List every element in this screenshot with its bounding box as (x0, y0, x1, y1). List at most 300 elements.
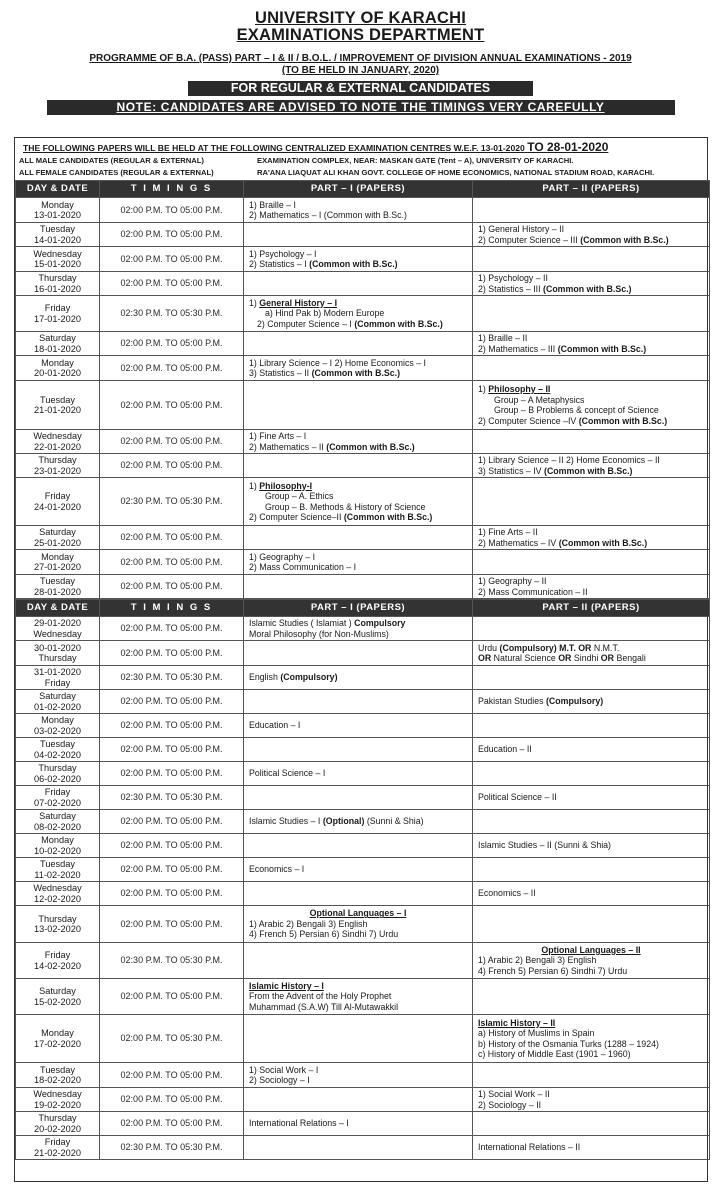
part2-cell (473, 906, 710, 943)
paper: 1) Geography – II (478, 576, 547, 586)
time-cell: 02:30 P.M. TO 05:30 P.M. (100, 943, 244, 979)
date: 18-01-2020 (34, 343, 81, 354)
day: Monday (41, 357, 74, 368)
time-cell: 02:00 P.M. TO 05:00 P.M. (100, 834, 244, 858)
paper-note: (Common with B.Sc.) (543, 283, 632, 294)
date: 03-02-2020 (34, 725, 81, 736)
centre-male (15, 155, 707, 166)
paper: 1) General History – II (478, 224, 565, 234)
paper-sub: Group – B. Methods & History of Science (265, 501, 426, 512)
table-row (16, 641, 710, 666)
date: 29-01-2020 (34, 618, 81, 628)
part1-cell (244, 356, 473, 381)
table-row (16, 1136, 710, 1160)
paper-note: (Compulsory) M.T. OR (499, 642, 592, 653)
paper: 1) Braille – I (249, 199, 296, 210)
paper (249, 481, 467, 492)
paper-title: Bengali (616, 653, 646, 663)
paper-options: 4) French 5) Persian 6) Sindhi 7) Urdu (478, 965, 628, 976)
part1-cell (244, 979, 473, 1015)
time-cell: 02:00 P.M. TO 05:00 P.M. (100, 332, 244, 356)
paper-group-title (478, 1018, 704, 1029)
day: Monday (41, 1028, 74, 1038)
date-cell (16, 430, 100, 454)
paper-note: (Common with B.Sc.) (343, 512, 433, 522)
day: Friday (44, 787, 71, 797)
table-row (16, 834, 710, 858)
time-cell: 02:00 P.M. TO 05:00 P.M. (100, 882, 244, 906)
paper-group-title (249, 908, 467, 919)
paper-note: (Common with B.Sc.) (557, 343, 647, 354)
paper: 2) Mathematics – I (Common with B.Sc.) (249, 210, 407, 220)
candidates-banner: FOR REGULAR & EXTERNAL CANDIDATES (188, 81, 533, 96)
paper-title: General History – I (259, 297, 338, 308)
day: Wednesday (33, 1089, 82, 1099)
part1-cell (244, 810, 473, 834)
paper-sub: b) History of the Osmania Turks (1288 – 1924) (478, 1038, 659, 1049)
paper: 1) Library Science – II 2) Home Economics – II (478, 455, 660, 465)
date: 04-02-2020 (34, 749, 81, 760)
day: Wednesday (33, 628, 82, 639)
day: Wednesday (33, 431, 82, 441)
part2-cell (473, 272, 710, 296)
part1-cell (244, 1088, 473, 1112)
part2-cell: Education – II (473, 738, 710, 762)
document-header (0, 10, 721, 115)
paper-title: 2) Mathematics – III (478, 343, 556, 354)
paper-title: Optional Languages – II (541, 944, 641, 955)
date: 24-01-2020 (34, 501, 81, 512)
part2-cell (473, 526, 710, 550)
timing-note-banner: NOTE: CANDIDATES ARE ADVISED TO NOTE THE TIMINGS VERY CAREFULLY (47, 100, 675, 115)
time-cell: 02:00 P.M. TO 05:00 P.M. (100, 690, 244, 714)
paper: 1) Psychology – II (478, 273, 548, 283)
time-cell: 02:00 P.M. TO 05:00 P.M. (100, 550, 244, 575)
paper: 2) Sociology – II (478, 1099, 542, 1110)
day: Thursday (38, 1113, 77, 1123)
table-row (16, 882, 710, 906)
date: 17-02-2020 (34, 1038, 81, 1049)
date: 23-01-2020 (34, 465, 81, 476)
col-part2: PART – II (PAPERS) (473, 181, 710, 198)
paper-title: Optional Languages – I (309, 908, 407, 919)
part1-cell (244, 575, 473, 599)
paper (478, 653, 704, 664)
table-row (16, 332, 710, 356)
paper-title: 2) Computer Science – I (257, 318, 352, 329)
date: 12-02-2020 (34, 893, 81, 904)
paper-note: (Optional) (322, 816, 365, 827)
part2-cell: Political Science – II (473, 786, 710, 810)
day: Friday (44, 491, 71, 501)
day: Thursday (38, 273, 77, 283)
paper-title: Islamic Studies ( Islamiat ) (249, 618, 352, 628)
paper-title: Islamic History – II (478, 1017, 556, 1028)
paper-num: 1) (249, 297, 257, 308)
date-cell (16, 666, 100, 690)
part1-cell (244, 786, 473, 810)
date-cell (16, 296, 100, 332)
date: 17-01-2020 (34, 313, 81, 324)
table-row (16, 550, 710, 575)
date: 25-01-2020 (34, 537, 81, 548)
date-cell (16, 356, 100, 381)
paper-note: (Common with B.Sc.) (558, 537, 648, 548)
part2-cell (473, 1063, 710, 1088)
date-cell (16, 381, 100, 430)
date-cell (16, 550, 100, 575)
date-cell (16, 247, 100, 272)
paper: 2) Mass Communication – II (478, 586, 588, 597)
day: Wednesday (33, 248, 82, 259)
date: 31-01-2020 (34, 667, 81, 677)
paper-title: Sindhi (573, 653, 599, 663)
date-cell (16, 526, 100, 550)
paper (249, 442, 467, 453)
table-row (16, 714, 710, 738)
part1-cell (244, 1063, 473, 1088)
paper (249, 259, 467, 270)
part1-cell: International Relations – I (244, 1112, 473, 1136)
paper: 2) Mass Communication – I (249, 562, 357, 572)
day: Thursday (38, 653, 77, 663)
date: 15-02-2020 (34, 996, 81, 1007)
table-row (16, 666, 710, 690)
table-row (16, 454, 710, 478)
paper-sub: Muhammad (S.A.W) Till Al-Mutawakkil (249, 1001, 399, 1012)
paper-note: (Compulsory) (280, 672, 338, 683)
held-subtitle: (TO BE HELD IN JANUARY, 2020) (281, 65, 440, 76)
part1-cell (244, 666, 473, 690)
paper-title: English (249, 672, 278, 683)
table-header (16, 600, 710, 617)
part2-cell (473, 617, 710, 641)
date: 21-02-2020 (34, 1147, 81, 1158)
date: 14-01-2020 (34, 234, 81, 245)
date: 16-01-2020 (34, 283, 81, 294)
programme-title: PROGRAMME OF B.A. (PASS) PART – I & II / B.O.L. / IMPROVEMENT OF DIVISION ANNUAL EXAMINATIONS - 2019 (89, 53, 632, 64)
paper-num: 1) (478, 384, 486, 394)
part1-cell: Political Science – I (244, 762, 473, 786)
or-word: OR (478, 653, 492, 663)
date-cell (16, 617, 100, 641)
day: Thursday (38, 763, 77, 773)
centre-male-where: EXAMINATION COMPLEX, NEAR: MASKAN GATE (Tent – A), UNIVERSITY OF KARACHI. (257, 156, 574, 165)
part2-cell: Islamic Studies – II (Sunni & Shia) (473, 834, 710, 858)
date: 30-01-2020 (34, 642, 81, 653)
time-cell: 02:00 P.M. TO 05:00 P.M. (100, 198, 244, 223)
part2-cell (473, 198, 710, 223)
date-cell (16, 1063, 100, 1088)
paper-title: 2) Computer Science – III (478, 234, 578, 245)
date-cell (16, 641, 100, 666)
date-cell (16, 882, 100, 906)
table-row (16, 1063, 710, 1088)
paper-sub: Group – A Metaphysics (494, 394, 585, 405)
paper-group-title (249, 981, 467, 992)
date-cell (16, 762, 100, 786)
department-title: EXAMINATIONS DEPARTMENT (236, 26, 485, 44)
or-word: OR (600, 653, 614, 663)
date-cell (16, 1136, 100, 1160)
date-cell (16, 834, 100, 858)
part2-cell: Economics – II (473, 882, 710, 906)
part1-cell (244, 1015, 473, 1063)
paper-note: (Common with B.Sc.) (326, 441, 415, 452)
paper-sub: Group – B Problems & concept of Science (494, 405, 659, 415)
part2-cell (473, 332, 710, 356)
date: 13-02-2020 (34, 924, 81, 934)
paper (249, 512, 467, 523)
part1-cell: Economics – I (244, 858, 473, 882)
part1-cell (244, 641, 473, 666)
paper-title: 2) Statistics – III (478, 283, 541, 294)
table-row (16, 786, 710, 810)
day: Friday (44, 677, 71, 688)
paper-title: 3) Statistics – IV (478, 465, 542, 476)
time-cell: 02:30 P.M. TO 05:30 P.M. (100, 478, 244, 526)
centre-female-where: RA'ANA LIAQUAT ALI KHAN GOVT. COLLEGE OF HOME ECONOMICS, NATIONAL STADIUM ROAD, KARACHI. (257, 168, 655, 177)
paper: 1) Fine Arts – I (249, 431, 307, 441)
paper-sub: a) History of Muslims in Spain (478, 1028, 595, 1038)
time-cell: 02:00 P.M. TO 05:00 P.M. (100, 906, 244, 943)
part1-cell (244, 332, 473, 356)
paper (249, 298, 467, 309)
paper (478, 235, 704, 246)
date-cell (16, 454, 100, 478)
paper-group-title (478, 945, 704, 956)
date: 06-02-2020 (34, 773, 81, 784)
paper-num: 1) (249, 480, 257, 491)
schedule-table-part-a (15, 180, 710, 599)
date-cell (16, 906, 100, 943)
paper (249, 368, 467, 379)
day: Saturday (39, 691, 76, 701)
paper-options: 4) French 5) Persian 6) Sindhi 7) Urdu (249, 929, 399, 940)
paper-title: 2) Mathematics – IV (478, 537, 557, 548)
time-cell: 02:00 P.M. TO 05:00 P.M. (100, 979, 244, 1015)
centre-notice (15, 138, 707, 154)
table-row (16, 223, 710, 247)
notice-end-date: TO 28-01-2020 (527, 140, 609, 154)
col-part1: PART – I (PAPERS) (244, 181, 473, 198)
paper (478, 643, 704, 654)
date-cell (16, 1015, 100, 1063)
date-cell (16, 332, 100, 356)
part1-cell (244, 478, 473, 526)
part1-cell (244, 882, 473, 906)
paper (478, 416, 704, 427)
paper-title: 2) Computer Science –IV (478, 415, 577, 426)
date-cell (16, 738, 100, 762)
table-header (16, 181, 710, 198)
day: Monday (41, 199, 74, 210)
paper (478, 384, 704, 395)
table-row (16, 247, 710, 272)
time-cell: 02:30 P.M. TO 05:30 P.M. (100, 1136, 244, 1160)
paper-note: (Common with B.Sc.) (309, 259, 398, 269)
part1-cell (244, 272, 473, 296)
paper: 1) Library Science – I 2) Home Economics – I (249, 357, 426, 368)
table-row (16, 430, 710, 454)
centre-female (15, 167, 707, 178)
centre-female-who: ALL FEMALE CANDIDATES (REGULAR & EXTERNAL) (19, 168, 214, 177)
time-cell: 02:00 P.M. TO 05:00 P.M. (100, 1063, 244, 1088)
part2-cell (473, 943, 710, 979)
paper-note: (Common with B.Sc.) (544, 465, 633, 476)
time-cell: 02:00 P.M. TO 05:00 P.M. (100, 381, 244, 430)
time-cell: 02:00 P.M. TO 05:00 P.M. (100, 1112, 244, 1136)
date-cell (16, 858, 100, 882)
date: 11-02-2020 (34, 869, 81, 880)
date: 22-01-2020 (34, 441, 81, 452)
part2-cell (473, 1088, 710, 1112)
time-cell: 02:00 P.M. TO 05:00 P.M. (100, 641, 244, 666)
part2-cell (473, 762, 710, 786)
table-row (16, 943, 710, 979)
paper: 1) Fine Arts – II (478, 527, 538, 537)
date-cell (16, 1088, 100, 1112)
time-cell: 02:00 P.M. TO 05:00 P.M. (100, 430, 244, 454)
table-row (16, 1015, 710, 1063)
table-row (16, 575, 710, 599)
part1-cell (244, 834, 473, 858)
paper-note: (Common with B.Sc.) (580, 234, 669, 245)
time-cell: 02:00 P.M. TO 05:00 P.M. (100, 272, 244, 296)
day: Friday (44, 950, 71, 960)
part2-cell (473, 550, 710, 575)
paper-note: (Compulsory) (545, 696, 604, 707)
part2-cell (473, 296, 710, 332)
paper: 1) Social Work – I (249, 1064, 319, 1075)
table-row (16, 526, 710, 550)
part2-cell (473, 858, 710, 882)
time-cell: 02:00 P.M. TO 05:00 P.M. (100, 617, 244, 641)
day: Tuesday (40, 1064, 75, 1075)
time-cell: 02:00 P.M. TO 05:00 P.M. (100, 575, 244, 599)
paper (478, 538, 704, 549)
part2-cell (473, 1015, 710, 1063)
part1-cell (244, 454, 473, 478)
paper-title: Pakistan Studies (478, 696, 544, 707)
paper-title: Philosophy – II (488, 384, 551, 394)
day: Thursday (38, 455, 77, 465)
part1-cell (244, 738, 473, 762)
part2-cell (473, 454, 710, 478)
part1-cell (244, 223, 473, 247)
paper-title: Islamic History – I (249, 980, 324, 991)
col-timings: T I M I N G S (100, 600, 244, 617)
part1-cell (244, 906, 473, 943)
part2-cell (473, 356, 710, 381)
date-cell (16, 810, 100, 834)
col-timings: T I M I N G S (100, 181, 244, 198)
paper-note: (Common with B.Sc.) (354, 318, 443, 329)
part1-cell (244, 198, 473, 223)
table-row (16, 690, 710, 714)
part1-cell (244, 247, 473, 272)
table-row (16, 738, 710, 762)
date: 07-02-2020 (34, 797, 81, 808)
table-row (16, 1088, 710, 1112)
paper-note: (Common with B.Sc.) (578, 415, 668, 426)
paper (478, 284, 704, 295)
time-cell: 02:00 P.M. TO 05:00 P.M. (100, 858, 244, 882)
paper-title: Urdu (478, 642, 498, 653)
col-part2: PART – II (PAPERS) (473, 600, 710, 617)
time-cell: 02:30 P.M. TO 05:30 P.M. (100, 666, 244, 690)
paper-title: Natural Science (493, 653, 556, 663)
table-row (16, 979, 710, 1015)
paper-sub: Group – A. Ethics (265, 491, 334, 501)
day: Saturday (39, 986, 76, 996)
paper-note: Compulsory (354, 618, 406, 628)
date-cell (16, 979, 100, 1015)
table-row (16, 858, 710, 882)
part2-cell (473, 575, 710, 599)
time-cell: 02:30 P.M. TO 05:30 P.M. (100, 296, 244, 332)
part2-cell (473, 381, 710, 430)
paper: 1) Geography – I (249, 551, 316, 562)
day: Saturday (39, 811, 76, 821)
table-row (16, 762, 710, 786)
col-part1: PART – I (PAPERS) (244, 600, 473, 617)
col-day-date: DAY & DATE (16, 600, 100, 617)
centre-male-who: ALL MALE CANDIDATES (REGULAR & EXTERNAL) (19, 156, 204, 165)
notice-text: THE FOLLOWING PAPERS WILL BE HELD AT THE FOLLOWING CENTRALIZED EXAMINATION CENTRES W.E.F. 13-01-2020 (23, 143, 525, 153)
table-row (16, 381, 710, 430)
paper-options: 1) Arabic 2) Bengali 3) English (478, 955, 597, 966)
paper (249, 319, 467, 330)
day: Saturday (39, 333, 76, 343)
date: 10-02-2020 (34, 845, 81, 856)
paper-title: 3) Statistics – II (249, 368, 310, 378)
paper-sub: From the Advent of the Holy Prophet (249, 991, 392, 1002)
paper-note: (Common with B.Sc.) (311, 368, 401, 378)
day: Tuesday (40, 859, 75, 869)
table-row (16, 296, 710, 332)
paper (478, 466, 704, 477)
date-cell (16, 272, 100, 296)
table-row (16, 478, 710, 526)
table-row (16, 356, 710, 381)
part2-cell (473, 714, 710, 738)
day: Friday (44, 1137, 71, 1147)
col-day-date: DAY & DATE (16, 181, 100, 198)
time-cell: 02:00 P.M. TO 05:00 P.M. (100, 247, 244, 272)
paper: 2) Sociology – I (249, 1075, 310, 1085)
paper-note: N.M.T. (593, 642, 620, 653)
day: Monday (41, 715, 74, 725)
paper-sub: a) Hind Pak b) Modern Europe (265, 308, 385, 319)
date: 20-02-2020 (34, 1123, 81, 1134)
date: 19-02-2020 (34, 1099, 81, 1110)
paper-title: 2) Mathematics – II (249, 441, 324, 452)
time-cell: 02:00 P.M. TO 05:00 P.M. (100, 223, 244, 247)
date: 13-01-2020 (34, 210, 81, 220)
part2-cell (473, 666, 710, 690)
part2-cell (473, 478, 710, 526)
date-cell (16, 943, 100, 979)
paper (478, 344, 704, 355)
day: Friday (44, 303, 71, 313)
date: 20-01-2020 (34, 368, 81, 378)
part1-cell (244, 550, 473, 575)
part1-cell (244, 526, 473, 550)
time-cell: 02:00 P.M. TO 05:00 P.M. (100, 526, 244, 550)
paper-title: 2) Computer Science–II (249, 512, 342, 522)
part2-cell (473, 1112, 710, 1136)
